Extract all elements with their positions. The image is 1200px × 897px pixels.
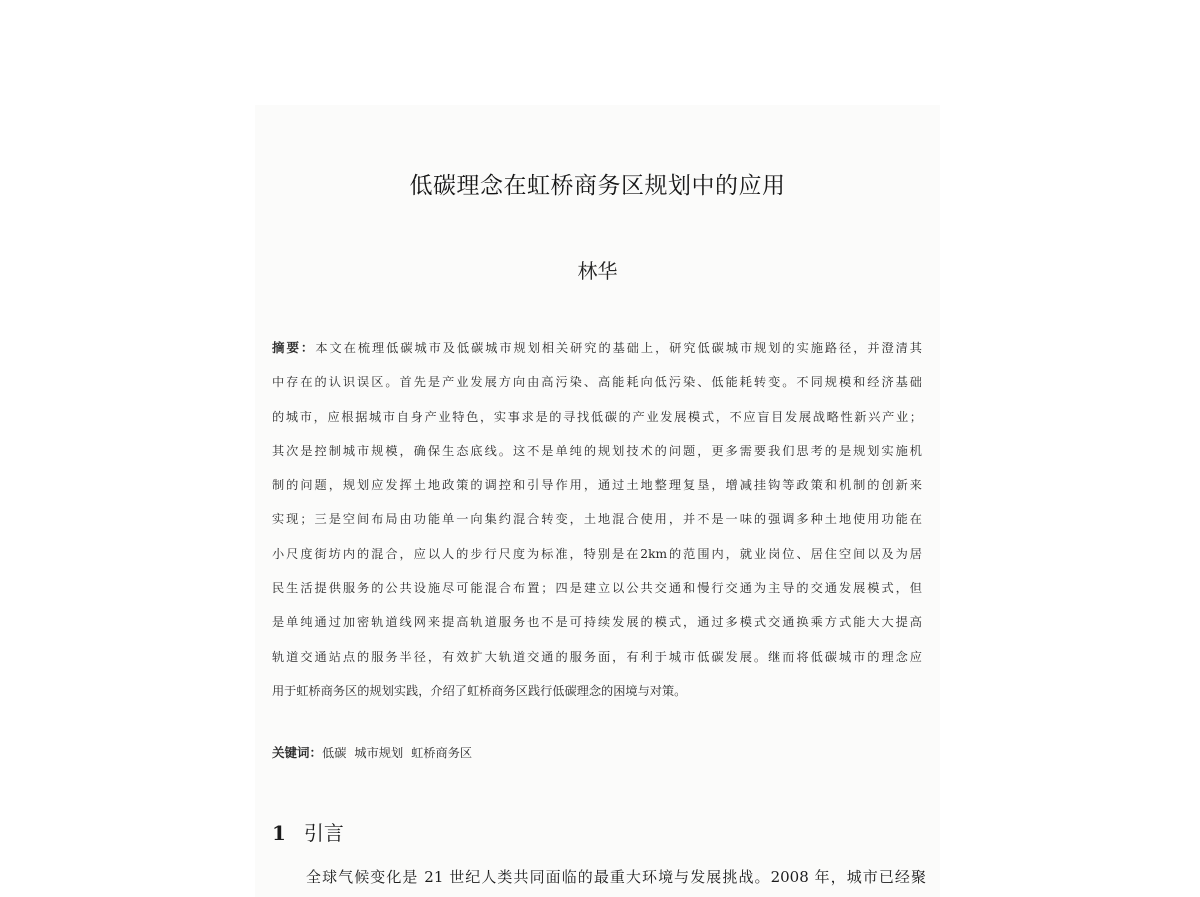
keywords-label: 关键词：: [272, 745, 323, 760]
keyword: 城市规划: [354, 746, 404, 760]
paper-page: [255, 105, 940, 897]
abstract-line: 民生活提供服务的公共设施尽可能混合布置；四是建立以公共交通和慢行交通为主导的交通发展模式，但: [272, 581, 922, 596]
abstract-line: 轨道交通站点的服务半径，有效扩大轨道交通的服务面，有利于城市低碳发展。继而将低碳城市的理念应: [272, 649, 922, 664]
abstract-line: 其次是控制城市规模，确保生态底线。这不是单纯的规划技术的问题，更多需要我们思考的是规划实施机: [272, 443, 922, 458]
abstract-line: 中存在的认识误区。首先是产业发展方向由高污染、高能耗向低污染、低能耗转变。不同规模和经济基础: [272, 375, 922, 390]
abstract-line: 用于虹桥商务区的规划实践，介绍了虹桥商务区践行低碳理念的困境与对策。: [272, 683, 687, 698]
keywords: [272, 743, 480, 761]
abstract-line: 制的问题，规划应发挥土地政策的调控和引导作用，通过土地整理复垦，增减挂钩等政策和机制的创新来: [272, 478, 922, 493]
section-title: 引言: [303, 821, 344, 845]
abstract-line: 摘要：本文在梳理低碳城市及低碳城市规划相关研究的基础上，研究低碳城市规划的实施路径，并澄清其: [272, 340, 922, 355]
abstract-line: 是单纯通过加密轨道线网来提高轨道服务也不是可持续发展的模式，通过多模式交通换乘方式能大大提高: [272, 615, 922, 630]
section-number: 1: [272, 821, 286, 845]
keyword: 低碳: [322, 746, 347, 760]
keyword: 虹桥商务区: [411, 746, 473, 760]
paper-author: 林华: [577, 259, 618, 283]
abstract-line: 实现；三是空间布局由功能单一向集约混合转变，土地混合使用，并不是一味的强调多种土地使用功能在: [272, 512, 922, 527]
abstract: [272, 331, 922, 708]
abstract-line: 的城市，应根据城市自身产业特色，实事求是的寻找低碳的产业发展模式，不应盲目发展战略性新兴产业；: [272, 409, 922, 424]
abstract-line: 小尺度街坊内的混合，应以人的步行尺度为标准，特别是在2km的范围内，就业岗位、居住空间以及为居: [272, 546, 922, 561]
section-heading: [272, 817, 344, 846]
intro-paragraph: 全球气候变化是 21 世纪人类共同面临的最重大环境与发展挑战。2008 年，城市已经聚: [306, 868, 926, 886]
paper-title: 低碳理念在虹桥商务区规划中的应用: [409, 173, 786, 199]
abstract-label: 摘要：: [272, 340, 316, 355]
